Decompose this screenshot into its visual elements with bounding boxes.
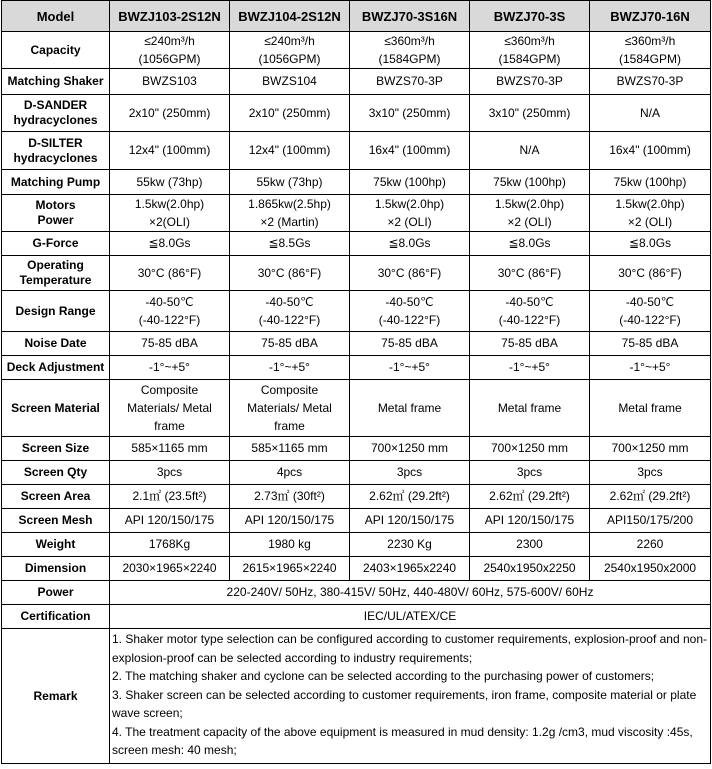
spec-row (2, 95, 711, 132)
cell-line: 30°C (86°F) (137, 265, 202, 280)
spec-cell (590, 95, 711, 132)
cell-line: 75kw (100hp) (613, 174, 687, 189)
row-label-line: Temperature (19, 273, 92, 287)
spec-cell (110, 356, 230, 380)
cell-line: -1°~+5° (149, 360, 190, 374)
row-label (2, 557, 110, 581)
cell-line: 1.5kw(2.0hp) (374, 197, 445, 211)
spec-row (2, 356, 711, 380)
cell-line: 75-85 dBA (141, 336, 198, 350)
row-label (2, 232, 110, 256)
cell-line: 585×1165 mm (251, 441, 328, 455)
spec-cell (110, 69, 230, 95)
cell-line: 75kw (100hp) (373, 174, 446, 189)
row-label (2, 533, 110, 557)
cell-line: 3pcs (637, 465, 663, 479)
row-label-line: Deck Adjustment (6, 360, 105, 374)
cell-line: (1584GPM) (378, 52, 441, 66)
cell-line: N/A (639, 105, 660, 120)
cell-line: 2260 (636, 537, 664, 551)
cell-line: 3pcs (396, 465, 423, 479)
cell-line: -40-50℃ (505, 295, 554, 309)
cell-line: BWZS70-3P (616, 74, 684, 88)
spec-cell (350, 232, 470, 256)
cell-line: 2300 (516, 537, 543, 551)
spec-cell (110, 256, 230, 291)
spec-cell (350, 332, 470, 356)
cell-line: (-40-122°F) (378, 313, 441, 327)
spec-cell (470, 380, 590, 437)
spec-cell (350, 195, 470, 232)
row-label-line: Motors (35, 198, 76, 212)
row-label-line: Power (37, 213, 74, 227)
spec-cell (470, 32, 590, 69)
spec-cell (230, 69, 350, 95)
cell-line: (-40-122°F) (498, 313, 561, 327)
spec-cell (110, 170, 230, 195)
cell-line: -40-50℃ (385, 295, 434, 309)
spec-cell (110, 232, 230, 256)
spec-cell (590, 170, 711, 195)
spec-cell (110, 291, 230, 332)
spec-row (2, 195, 711, 232)
spec-cell (110, 533, 230, 557)
spec-row (2, 533, 711, 557)
cell-line: API 120/150/175 (364, 513, 455, 527)
cell-line: 3pcs (516, 465, 543, 479)
row-label-line: Matching Pump (10, 174, 101, 189)
cell-line: 2540x1950x2250 (483, 561, 576, 575)
remark-line: 3. Shaker screen can be selected according to customer requirements, iron frame, composite material or plate wave screen; (112, 687, 697, 720)
spec-cell (110, 557, 230, 581)
cell-line: Materials/ Metal (127, 401, 212, 415)
spec-cell: IEC/UL/ATEX/CE (110, 605, 711, 629)
spec-row (2, 170, 711, 195)
row-label-line: Certification (20, 609, 91, 623)
cell-line: Metal frame (497, 400, 562, 415)
cell-line: (1584GPM) (618, 52, 682, 66)
spec-cell (470, 95, 590, 132)
spec-cell (230, 380, 350, 437)
cell-line: 30°C (86°F) (377, 265, 442, 280)
row-label (2, 69, 110, 95)
spec-row (2, 461, 711, 485)
spec-cell (110, 132, 230, 170)
spec-cell (230, 232, 350, 256)
cell-line: ≦8.5Gs (268, 236, 311, 250)
cell-line: 585×1165 mm (131, 441, 208, 455)
spec-cell (350, 170, 470, 195)
row-label-line: Screen Size (21, 441, 90, 455)
cell-line: 2x10" (250mm) (128, 105, 211, 120)
spec-cell (590, 195, 711, 232)
spec-cell (230, 557, 350, 581)
cell-line: 75-85 dBA (381, 336, 438, 350)
cell-line: 2403×1965x2240 (362, 561, 457, 575)
spec-cell (590, 32, 711, 69)
spec-cell (350, 380, 470, 437)
cell-line: 2.62㎡ (29.2ft²) (489, 489, 570, 503)
spec-row (2, 485, 711, 509)
row-label (2, 581, 110, 605)
cell-line: 2615×1965×2240 (242, 561, 337, 575)
spec-cell (350, 533, 470, 557)
spec-cell (590, 557, 711, 581)
cell-line: 16x4" (100mm) (609, 143, 691, 157)
cell-line: 55kw (73hp) (256, 174, 323, 189)
cell-line: 3pcs (156, 465, 183, 479)
cell-line: 700×1250 mm (611, 441, 689, 455)
spec-cell (590, 356, 711, 380)
spec-row (2, 232, 711, 256)
cell-line: frame (154, 419, 185, 433)
cell-line: 75kw (100hp) (493, 174, 566, 189)
spec-row (2, 581, 711, 605)
spec-row (2, 332, 711, 356)
spec-cell (350, 32, 470, 69)
cell-line: BWZS70-3P (376, 74, 443, 88)
spec-cell (470, 132, 590, 170)
cell-line: 2.62㎡ (29.2ft²) (609, 489, 691, 503)
cell-line: ≦8.0Gs (148, 236, 191, 250)
cell-line: Materials/ Metal (247, 401, 332, 415)
row-label-line: Design Range (15, 303, 96, 318)
cell-line: Composite (140, 383, 199, 397)
cell-line: ×2 (OLI) (387, 215, 432, 229)
cell-line: -1°~+5° (509, 360, 550, 374)
row-label (2, 356, 110, 380)
spec-cell (470, 533, 590, 557)
spec-cell (230, 332, 350, 356)
spec-cell (470, 170, 590, 195)
spec-row (2, 557, 711, 581)
cell-line: BWZS104 (262, 74, 317, 88)
cell-line: 1.5kw(2.0hp) (134, 197, 205, 211)
spec-cell (230, 509, 350, 533)
spec-cell (590, 437, 711, 461)
spec-cell (230, 291, 350, 332)
cell-line: ≤360m³/h (504, 34, 555, 48)
spec-cell (230, 32, 350, 69)
cell-line: BWZS70-3P (496, 74, 563, 88)
row-label (2, 485, 110, 509)
cell-line: 3x10" (250mm) (368, 105, 451, 120)
spec-cell (470, 509, 590, 533)
cell-line: ≦8.0Gs (388, 236, 431, 250)
row-label-line: Noise Date (24, 336, 87, 350)
cell-line: ≤240m³/h (264, 34, 315, 48)
cell-line: ≦8.0Gs (628, 236, 672, 250)
row-label-line: Operating (27, 258, 84, 272)
spec-cell (350, 356, 470, 380)
spec-cell (350, 461, 470, 485)
cell-line: Metal frame (618, 400, 682, 415)
row-label-line: D-SILTER (28, 135, 83, 150)
spec-cell (590, 232, 711, 256)
spec-cell (110, 509, 230, 533)
spec-cell (590, 485, 711, 509)
spec-cell (230, 195, 350, 232)
cell-line: 700×1250 mm (370, 441, 449, 455)
cell-line: (-40-122°F) (258, 313, 321, 327)
spec-cell (230, 132, 350, 170)
cell-line: 2030×1965×2240 (122, 561, 217, 575)
header-row (2, 1, 711, 32)
spec-cell (470, 332, 590, 356)
spec-cell (470, 461, 590, 485)
header-bwzj70-3s16n: BWZJ70-3S16N (350, 1, 470, 32)
remark-line: 2. The matching shaker and cyclone can be selected according to the purchasing power of customers; (112, 669, 655, 683)
row-label-line: Screen Qty (23, 465, 88, 479)
spec-cell (110, 437, 230, 461)
header-bwzj70-3s: BWZJ70-3S (470, 1, 590, 32)
spec-row (2, 69, 711, 95)
cell-line: -1°~+5° (629, 360, 671, 374)
row-label (2, 291, 110, 332)
row-label-line: Power (37, 585, 74, 599)
cell-line: N/A (519, 143, 540, 157)
spec-row (2, 509, 711, 533)
spec-row (2, 256, 711, 291)
row-label: Remark (2, 629, 110, 764)
spec-cell (110, 380, 230, 437)
spec-cell (230, 485, 350, 509)
cell-line: 4pcs (276, 465, 303, 479)
spec-cell (350, 291, 470, 332)
cell-line: ≤360m³/h (384, 34, 435, 48)
row-label (2, 509, 110, 533)
spec-cell (470, 195, 590, 232)
cell-line: API 120/150/175 (124, 513, 215, 527)
cell-line: 2.62㎡ (29.2ft²) (369, 489, 450, 503)
remark-row (2, 629, 711, 764)
spec-cell (110, 485, 230, 509)
cell-line: -40-50℃ (265, 295, 314, 309)
cell-line: -40-50℃ (625, 295, 675, 309)
spec-cell (590, 256, 711, 291)
row-label-line: G-Force (32, 236, 79, 250)
spec-cell (350, 256, 470, 291)
spec-cell (590, 533, 711, 557)
spec-cell (350, 437, 470, 461)
spec-cell (470, 557, 590, 581)
spec-cell (350, 485, 470, 509)
row-label-line: hydracyclones (13, 113, 98, 127)
spec-cell (590, 69, 711, 95)
cell-line: 2540x1950x2000 (603, 561, 697, 575)
row-label (2, 437, 110, 461)
cell-line: 700×1250 mm (490, 441, 569, 455)
cell-line: 30°C (86°F) (257, 265, 322, 280)
spec-cell (230, 437, 350, 461)
spec-cell (470, 356, 590, 380)
row-label-line: Screen Material (11, 400, 100, 415)
header-bwzj70-16n: BWZJ70-16N (590, 1, 711, 32)
cell-line: 75-85 dBA (621, 336, 679, 350)
cell-line: (-40-122°F) (138, 313, 201, 327)
header-bwzj104-2s12n: BWZJ104-2S12N (230, 1, 350, 32)
cell-line: 30°C (86°F) (497, 265, 562, 280)
row-label (2, 380, 110, 437)
spec-cell (350, 69, 470, 95)
row-label-line: Capacity (30, 42, 81, 57)
cell-line: 1.5kw(2.0hp) (494, 197, 565, 211)
cell-line: (1584GPM) (498, 52, 561, 66)
header-bwzj103-2s12n: BWZJ103-2S12N (110, 1, 230, 32)
row-label-line: D-SANDER (23, 98, 88, 112)
remark-line: 4. The treatment capacity of the above equipment is measured in mud density: 1.2g /cm3, mud viscosity :45s, screen mesh: 40 mesh; (112, 724, 693, 757)
spec-cell (110, 195, 230, 232)
spec-cell (470, 485, 590, 509)
cell-line: 12x4" (100mm) (128, 143, 211, 157)
row-label-line: hydracyclones (13, 150, 98, 165)
spec-cell (350, 132, 470, 170)
spec-row (2, 132, 711, 170)
spec-cell (110, 332, 230, 356)
row-label (2, 95, 110, 132)
spec-body (2, 32, 711, 629)
cell-line: (-40-122°F) (619, 313, 681, 327)
spec-row (2, 291, 711, 332)
cell-line: -1°~+5° (269, 360, 310, 374)
remark-content (110, 629, 711, 764)
spec-cell (470, 69, 590, 95)
spec-row (2, 32, 711, 69)
spec-cell (590, 332, 711, 356)
cell-line: 1768Kg (148, 537, 191, 551)
cell-line: API 120/150/175 (484, 513, 575, 527)
row-label-line: Matching Shaker (7, 74, 104, 88)
spec-cell (350, 509, 470, 533)
cell-line: 75-85 dBA (501, 336, 558, 350)
spec-cell (470, 256, 590, 291)
row-label (2, 32, 110, 69)
cell-line: BWZS103 (142, 74, 197, 88)
spec-cell (470, 232, 590, 256)
cell-line: ×2(OLI) (148, 215, 190, 229)
spec-row (2, 437, 711, 461)
spec-cell (590, 380, 711, 437)
cell-line: ≤360m³/h (624, 34, 676, 48)
spec-cell (230, 533, 350, 557)
row-label-line: Weight (35, 537, 76, 551)
cell-line: 3x10" (250mm) (488, 105, 571, 120)
spec-cell (230, 461, 350, 485)
spec-cell (350, 95, 470, 132)
cell-line: 1980 kg (268, 537, 311, 551)
cell-line: frame (274, 419, 305, 433)
header-model: Model (2, 1, 110, 32)
spec-cell (590, 461, 711, 485)
cell-line: ≦8.0Gs (508, 236, 551, 250)
row-label-line: Screen Mesh (18, 513, 93, 527)
row-label (2, 195, 110, 232)
spec-cell (110, 95, 230, 132)
cell-line: 2.1㎡ (23.5ft²) (132, 489, 207, 503)
specification-table (1, 0, 711, 764)
spec-row (2, 380, 711, 437)
spec-cell (350, 557, 470, 581)
spec-cell (590, 509, 711, 533)
cell-line: ×2 (Martin) (260, 215, 319, 229)
row-label (2, 132, 110, 170)
row-label (2, 461, 110, 485)
cell-line: 16x4" (100mm) (368, 143, 451, 157)
spec-cell (470, 437, 590, 461)
spec-row (2, 605, 711, 629)
row-label (2, 170, 110, 195)
cell-line: -40-50℃ (145, 295, 194, 309)
spec-cell: 220-240V/ 50Hz, 380-415V/ 50Hz, 440-480V/ 60Hz, 575-600V/ 60Hz (110, 581, 711, 605)
spec-cell (230, 256, 350, 291)
spec-cell (590, 132, 711, 170)
spec-cell (470, 291, 590, 332)
cell-line: 1.865kw(2.5hp) (248, 197, 331, 211)
row-label (2, 605, 110, 629)
cell-line: Composite (260, 383, 319, 397)
cell-line: 12x4" (100mm) (248, 143, 331, 157)
cell-line: 75-85 dBA (261, 336, 318, 350)
row-label-line: Dimension (24, 561, 87, 575)
spec-cell (110, 461, 230, 485)
row-label (2, 332, 110, 356)
cell-line: 2.73㎡ (30ft²) (254, 489, 325, 503)
cell-line: ×2 (OLI) (507, 215, 552, 229)
cell-line: ≤240m³/h (144, 34, 195, 48)
spec-cell (230, 356, 350, 380)
cell-line: API150/175/200 (606, 513, 694, 527)
cell-line: Metal frame (377, 400, 442, 415)
row-label (2, 256, 110, 291)
cell-line: (1056GPM) (258, 52, 321, 66)
spec-cell (230, 170, 350, 195)
remark-line: 1. Shaker motor type selection can be configured according to customer requirements, explosion-proof and non-explosion-proof can be selected according to industry requirements; (112, 632, 707, 665)
row-label-line: Screen Area (20, 489, 91, 503)
cell-line: 1.5kw(2.0hp) (615, 197, 685, 211)
cell-line: 2x10" (250mm) (248, 105, 331, 120)
cell-line: API 120/150/175 (244, 513, 335, 527)
spec-cell (230, 95, 350, 132)
cell-line: (1056GPM) (138, 52, 201, 66)
spec-cell (590, 291, 711, 332)
cell-line: 2230 Kg (387, 537, 432, 551)
cell-line: 30°C (86°F) (618, 265, 682, 280)
cell-line: -1°~+5° (389, 360, 430, 374)
spec-cell (110, 32, 230, 69)
cell-line: ×2 (OLI) (627, 215, 673, 229)
cell-line: 55kw (73hp) (136, 174, 203, 189)
